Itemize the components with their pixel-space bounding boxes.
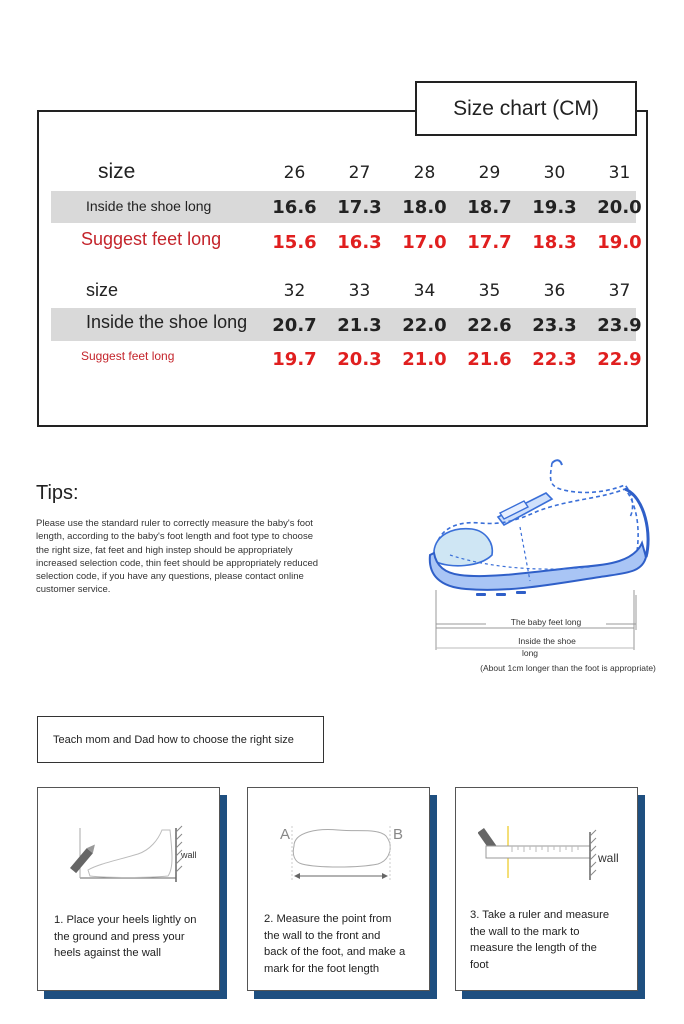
suggest-value: 17.7 (467, 232, 512, 253)
suggest-value: 17.0 (402, 232, 447, 253)
size-value: 27 (348, 163, 371, 183)
point-a-label: A (280, 826, 291, 843)
size-value: 28 (413, 163, 436, 183)
step-text-line: 1. Place your heels lightly on (54, 914, 197, 926)
size-value: 30 (543, 163, 566, 183)
step-text-line: 3. Take a ruler and measure (470, 909, 610, 921)
inside-value: 20.7 (272, 315, 317, 336)
suggest-value: 18.3 (532, 232, 577, 253)
inside-value: 20.0 (597, 197, 642, 218)
step-text-line: measure the length of the (470, 942, 597, 954)
inside-row-2 (262, 315, 652, 336)
step-text-line: the wall to the front and (264, 929, 381, 942)
inside-shoe-long-label-2: long (521, 648, 539, 658)
suggest-feet-label: Suggest feet long (81, 229, 222, 249)
step-1-text (54, 912, 214, 962)
teach-heading (37, 716, 324, 763)
inside-value: 16.6 (272, 197, 317, 218)
inside-value: 18.7 (467, 197, 512, 218)
size-value: 36 (543, 281, 566, 301)
step-text-line: heels against the wall (54, 947, 161, 959)
size-value: 26 (283, 163, 306, 183)
size-value: 32 (283, 281, 306, 301)
step-text-line: foot (470, 958, 489, 971)
suggest-value: 22.3 (532, 349, 577, 370)
suggest-value: 15.6 (272, 232, 317, 253)
inside-value: 22.0 (402, 315, 447, 336)
inside-shoe-long-label: Inside the shoe (518, 636, 576, 646)
size-label: size (98, 160, 136, 183)
step-text-line: the wall to the mark to (470, 925, 580, 938)
foot-against-wall-icon (58, 820, 198, 890)
tips-body: Please use the standard ruler to correctly measure the baby's foot length, according to the baby's foot length and foot type to choose the right size, fat feet and high instep should be appropriately increased selection code, thin feet should be appropriately reduced selection code, if you have any questions, please contact online customer service. (36, 518, 319, 596)
inside-value: 18.0 (402, 197, 447, 218)
size-chart-title: Size chart (CM) (415, 81, 637, 136)
suggest-value: 21.6 (467, 349, 512, 370)
tips-heading: Tips: (36, 482, 79, 504)
step-text-line: 2. Measure the point from (264, 913, 392, 925)
suggest-value: 22.9 (597, 349, 642, 370)
teach-label: Teach mom and Dad how to choose the right size (53, 733, 294, 746)
fit-note: (About 1cm longer than the foot is appropriate) (480, 663, 656, 673)
step-text-line: the ground and press your (54, 930, 185, 943)
inside-shoe-label: Inside the shoe long (86, 312, 248, 332)
suggest-value: 19.7 (272, 349, 317, 370)
suggest-value: 16.3 (337, 232, 382, 253)
wall-label: wall (181, 850, 197, 860)
inside-value: 21.3 (337, 315, 382, 336)
wall-label: wall (598, 851, 619, 865)
footprint-icon (278, 822, 408, 887)
suggest-row-2 (262, 349, 652, 370)
inside-value: 22.6 (467, 315, 512, 336)
size-row-2 (262, 281, 652, 301)
inside-value: 19.3 (532, 197, 577, 218)
suggest-row-1 (262, 232, 652, 253)
suggest-value: 20.3 (337, 349, 382, 370)
size-label: size (86, 280, 119, 300)
step-text-line: back of the foot, and make a (264, 946, 406, 958)
size-value: 34 (413, 281, 436, 301)
point-b-label: B (393, 826, 404, 843)
size-chart-frame (37, 110, 648, 427)
inside-value: 17.3 (337, 197, 382, 218)
size-value: 29 (478, 163, 501, 183)
inside-value: 23.3 (532, 315, 577, 336)
step-3-text (470, 907, 635, 973)
suggest-feet-label: Suggest feet long (81, 349, 175, 363)
inside-value: 23.9 (597, 315, 642, 336)
size-value: 33 (348, 281, 371, 301)
step-2-text (264, 911, 429, 977)
ruler-measure-icon (478, 818, 608, 888)
inside-row-1 (262, 197, 652, 218)
baby-feet-long-label: The baby feet long (486, 617, 606, 627)
suggest-value: 21.0 (402, 349, 447, 370)
size-value: 31 (608, 163, 631, 183)
size-value: 35 (478, 281, 501, 301)
suggest-value: 19.0 (597, 232, 642, 253)
step-text-line: mark for the foot length (264, 962, 380, 975)
size-value: 37 (608, 281, 631, 301)
size-row-1 (262, 163, 652, 183)
inside-shoe-label: Inside the shoe long (86, 198, 212, 214)
